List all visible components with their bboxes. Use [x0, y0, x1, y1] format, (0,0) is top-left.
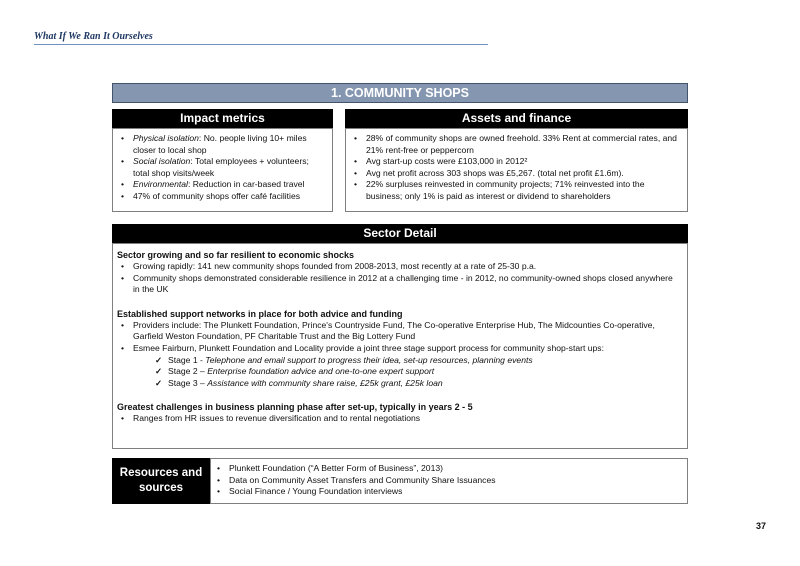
resources-box — [210, 458, 688, 504]
stage-item: ✓ Stage 1 - Telephone and email support to progress their idea, set-up resources, planning events — [155, 355, 681, 367]
list-item: • Physical isolation: No. people living 10+ miles closer to local shop — [117, 133, 326, 156]
sector-detail-box — [112, 243, 688, 449]
sector-growth-list — [117, 261, 681, 296]
resources-heading: Resources and sources — [112, 458, 210, 504]
sector-detail-heading: Sector Detail — [112, 224, 688, 243]
list-item: • 47% of community shops offer café facilities — [117, 191, 326, 203]
list-item: • Providers include: The Plunkett Foundation, Prince's Countryside Fund, The Co-operative Enterprise Hub, The Midcounties Co-operative, Garfield Weston Foundation, PF Charitable Trust and the Big Lottery Fund — [117, 320, 681, 343]
section-banner: 1. COMMUNITY SHOPS — [112, 83, 688, 103]
list-item: • Plunkett Foundation (“A Better Form of Business”, 2013) — [213, 463, 681, 475]
header-rule — [34, 44, 488, 45]
support-stages-list — [117, 355, 681, 390]
list-item: • Esmee Fairburn, Plunkett Foundation and Locality provide a joint three stage support process for community shop-start ups: — [117, 343, 681, 355]
list-item: • Avg net profit across 303 shops was £5,267. (total net profit £1.6m). — [350, 168, 681, 180]
sector-subheading-challenges: Greatest challenges in business planning phase after set-up, typically in years 2 - 5 — [117, 402, 473, 413]
list-item: • Data on Community Asset Transfers and Community Share Issuances — [213, 475, 681, 487]
list-item: • Environmental: Reduction in car-based travel — [117, 179, 326, 191]
impact-metrics-list — [117, 133, 326, 203]
document-header-title: What If We Ran It Ourselves — [34, 31, 153, 42]
list-item: • Social isolation: Total employees + volunteers; total shop visits/week — [117, 156, 326, 179]
assets-finance-list — [350, 133, 681, 203]
page-number: 37 — [756, 521, 767, 531]
sector-subheading-support: Established support networks in place for both advice and funding — [117, 308, 403, 319]
list-item: • Social Finance / Young Foundation interviews — [213, 486, 681, 498]
stage-item: ✓ Stage 3 – Assistance with community share raise, £25k grant, £25k loan — [155, 378, 681, 390]
resources-list — [213, 463, 681, 498]
sector-support-list — [117, 320, 681, 355]
sector-subheading-growth: Sector growing and so far resilient to economic shocks — [117, 250, 355, 260]
list-item: • Growing rapidly: 141 new community shops founded from 2008-2013, most recently at a rate of 25-30 p.a. — [117, 261, 681, 273]
list-item: • 28% of community shops are owned freehold. 33% Rent at commercial rates, and 21% rent-free or peppercorn — [350, 133, 681, 156]
assets-finance-heading: Assets and finance — [345, 109, 688, 128]
list-item: • Community shops demonstrated considerable resilience in 2012 at a challenging time - in 2012, no community-owned shops closed anywhere in the UK — [117, 273, 681, 296]
impact-metrics-box — [112, 128, 333, 212]
list-item: • 22% surpluses reinvested in community projects; 71% reinvested into the business; only 1% is paid as interest or dividend to shareholders — [350, 179, 681, 202]
list-item: • Avg start-up costs were £103,000 in 2012² — [350, 156, 681, 168]
sector-challenges-list — [117, 413, 681, 425]
assets-finance-box — [345, 128, 688, 212]
stage-item: ✓ Stage 2 – Enterprise foundation advice and one-to-one expert support — [155, 366, 681, 378]
list-item: • Ranges from HR issues to revenue diversification and to rental negotiations — [117, 413, 681, 425]
impact-metrics-heading: Impact metrics — [112, 109, 333, 128]
